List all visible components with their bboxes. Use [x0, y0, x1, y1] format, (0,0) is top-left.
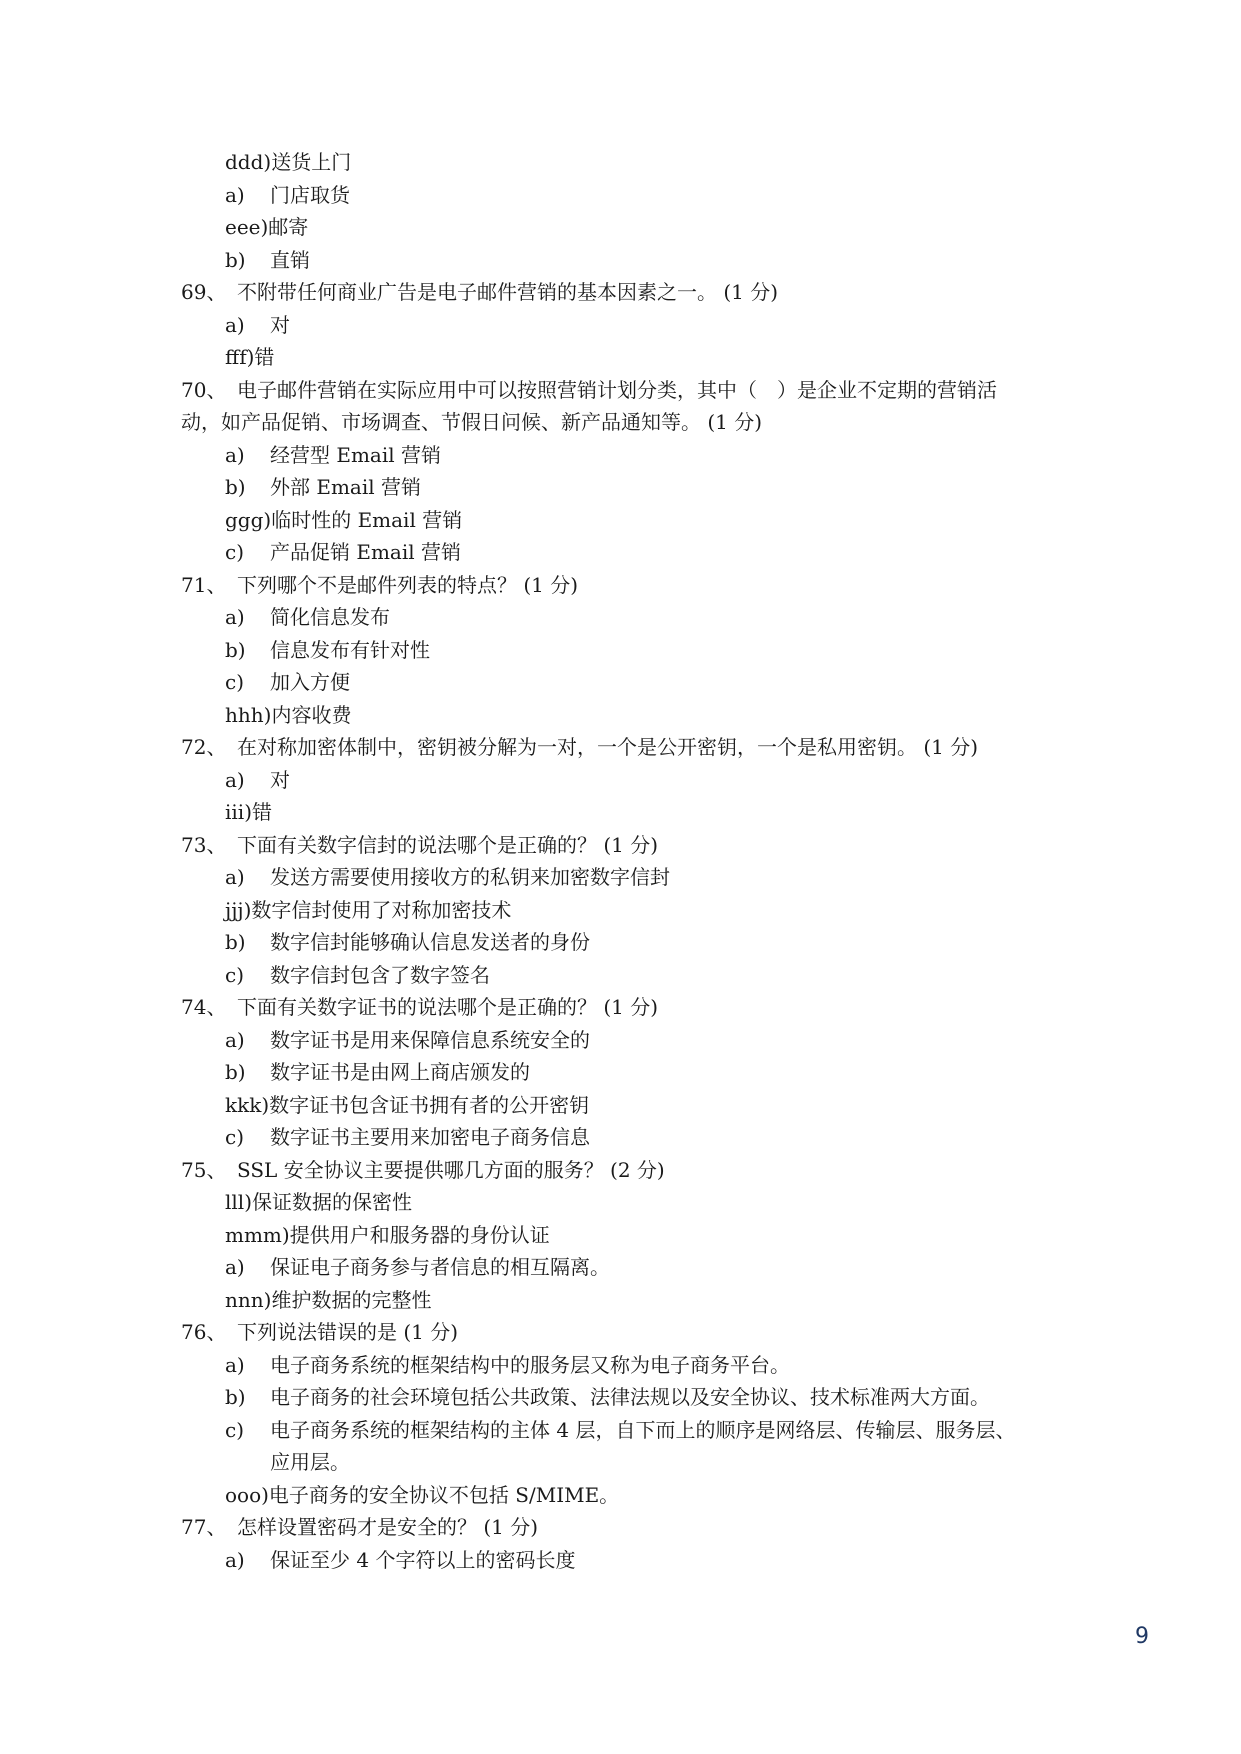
page-number: 9: [1135, 1624, 1149, 1649]
option-text: fff)错: [225, 345, 275, 369]
option-label: b): [225, 930, 246, 954]
question-number: 73、: [181, 832, 227, 857]
option-line: [0, 1186, 1241, 1219]
option-text: 保证电子商务参与者信息的相互隔离。: [270, 1255, 610, 1279]
option-text: 加入方便: [270, 670, 350, 694]
option-text: 电子商务系统的框架结构中的服务层又称为电子商务平台。: [270, 1352, 790, 1377]
question-line: [0, 374, 1241, 407]
option-line: [0, 666, 1241, 699]
option-line: [0, 1219, 1241, 1252]
option-line: [0, 179, 1241, 212]
option-text: jjj)数字信封使用了对称加密技术: [225, 897, 512, 922]
option-line: [0, 244, 1241, 277]
option-line: [0, 764, 1241, 797]
question-line: [0, 276, 1241, 309]
option-continuation: [0, 1446, 1241, 1479]
option-label: a): [225, 865, 245, 889]
question-number: 74、: [181, 995, 227, 1019]
option-label: c): [225, 540, 245, 564]
question-number: 69、: [181, 280, 227, 304]
document-body: [0, 146, 1241, 1576]
question-number: 77、: [181, 1515, 227, 1539]
option-label: a): [225, 1027, 245, 1052]
option-text: 对: [270, 767, 290, 792]
option-text: kkk)数字证书包含证书拥有者的公开密钥: [225, 1092, 590, 1117]
option-text: 数字证书是由网上商店颁发的: [270, 1060, 530, 1084]
option-text: 产品促销 Email 营销: [270, 540, 461, 564]
option-text: 简化信息发布: [270, 605, 390, 629]
option-line: [0, 861, 1241, 894]
option-text: 发送方需要使用接收方的私钥来加密数字信封: [270, 865, 670, 889]
option-line: [0, 1284, 1241, 1317]
question-number: 75、: [181, 1157, 227, 1182]
option-label: b): [225, 637, 246, 662]
option-line: [0, 601, 1241, 634]
option-line: [0, 634, 1241, 667]
option-line: [0, 471, 1241, 504]
option-label: a): [225, 767, 245, 792]
question-text: 下列哪个不是邮件列表的特点？ (1 分): [237, 572, 579, 597]
option-text: nnn)维护数据的完整性: [225, 1287, 432, 1312]
option-text: 数字证书主要用来加密电子商务信息: [270, 1125, 590, 1149]
option-text: 数字信封包含了数字签名: [270, 962, 490, 987]
option-text: 应用层。: [270, 1450, 350, 1474]
option-line: [0, 1544, 1241, 1577]
option-text: 外部 Email 营销: [270, 475, 421, 499]
option-text: ggg)临时性的 Email 营销: [225, 507, 463, 532]
option-line: [0, 1121, 1241, 1154]
option-label: a): [225, 442, 245, 467]
option-text: 对: [270, 312, 290, 337]
option-text: 保证至少 4 个字符以上的密码长度: [270, 1547, 576, 1572]
option-line: [0, 341, 1241, 374]
question-number: 72、: [181, 735, 227, 759]
option-text: 电子商务系统的框架结构的主体 4 层，自下而上的顺序是网络层、传输层、服务层、: [270, 1417, 1016, 1442]
question-text: 动，如产品促销、市场调查、节假日问候、新产品通知等。 (1 分): [181, 410, 763, 434]
option-text: 门店取货: [270, 182, 350, 207]
option-line: [0, 796, 1241, 829]
option-label: a): [225, 605, 245, 629]
question-text: 下面有关数字信封的说法哪个是正确的？ (1 分): [237, 832, 659, 857]
option-label: c): [225, 1417, 245, 1442]
option-line: [0, 926, 1241, 959]
question-text: 不附带任何商业广告是电子邮件营销的基本因素之一。 (1 分): [237, 280, 779, 304]
option-label: a): [225, 182, 245, 207]
option-label: b): [225, 1385, 246, 1409]
option-line: [0, 1479, 1241, 1512]
question-number: 76、: [181, 1320, 227, 1344]
option-label: b): [225, 247, 246, 272]
option-text: 信息发布有针对性: [270, 637, 430, 662]
option-text: ooo)电子商务的安全协议不包括 S/MIME。: [225, 1482, 620, 1507]
option-text: 数字证书是用来保障信息系统安全的: [270, 1027, 590, 1052]
option-label: b): [225, 475, 246, 499]
option-line: [0, 1251, 1241, 1284]
option-text: 经营型 Email 营销: [270, 442, 441, 467]
option-label: c): [225, 962, 245, 987]
question-text: 下列说法错误的是 (1 分): [237, 1320, 459, 1344]
option-text: hhh)内容收费: [225, 702, 352, 727]
option-label: a): [225, 1547, 245, 1572]
option-label: c): [225, 670, 245, 694]
option-label: a): [225, 312, 245, 337]
option-line: [0, 1349, 1241, 1382]
option-text: mmm)提供用户和服务器的身份认证: [225, 1222, 550, 1247]
option-line: [0, 536, 1241, 569]
question-continuation: [0, 406, 1241, 439]
question-text: 怎样设置密码才是安全的？ (1 分): [237, 1515, 539, 1539]
question-number: 71、: [181, 572, 227, 597]
question-line: [0, 731, 1241, 764]
question-number: 70、: [181, 377, 227, 402]
option-label: a): [225, 1352, 245, 1377]
option-line: [0, 1024, 1241, 1057]
option-line: [0, 309, 1241, 342]
question-line: [0, 991, 1241, 1024]
option-text: iii)错: [225, 800, 272, 824]
option-line: [0, 1056, 1241, 1089]
option-line: [0, 211, 1241, 244]
question-text: SSL 安全协议主要提供哪几方面的服务？ (2 分): [237, 1157, 665, 1182]
question-line: [0, 1316, 1241, 1349]
option-line: [0, 1089, 1241, 1122]
option-text: 数字信封能够确认信息发送者的身份: [270, 930, 590, 954]
option-line: [0, 1414, 1241, 1447]
option-line: [0, 439, 1241, 472]
question-text: 下面有关数字证书的说法哪个是正确的？ (1 分): [237, 995, 659, 1019]
option-line: [0, 146, 1241, 179]
question-line: [0, 1154, 1241, 1187]
question-text: 电子邮件营销在实际应用中可以按照营销计划分类，其中（ ）是企业不定期的营销活: [237, 377, 997, 402]
option-line: [0, 894, 1241, 927]
option-text: ddd)送货上门: [225, 150, 352, 174]
option-label: c): [225, 1125, 245, 1149]
option-line: [0, 959, 1241, 992]
option-line: [0, 1381, 1241, 1414]
option-line: [0, 699, 1241, 732]
option-text: 直销: [270, 247, 310, 272]
option-line: [0, 504, 1241, 537]
question-text: 在对称加密体制中，密钥被分解为一对，一个是公开密钥，一个是私用密钥。 (1 分): [237, 735, 979, 759]
option-text: eee)邮寄: [225, 215, 309, 239]
question-line: [0, 829, 1241, 862]
question-line: [0, 1511, 1241, 1544]
question-line: [0, 569, 1241, 602]
option-text: lll)保证数据的保密性: [225, 1190, 412, 1214]
option-label: b): [225, 1060, 246, 1084]
option-label: a): [225, 1255, 245, 1279]
option-text: 电子商务的社会环境包括公共政策、法律法规以及安全协议、技术标准两大方面。: [270, 1385, 990, 1409]
